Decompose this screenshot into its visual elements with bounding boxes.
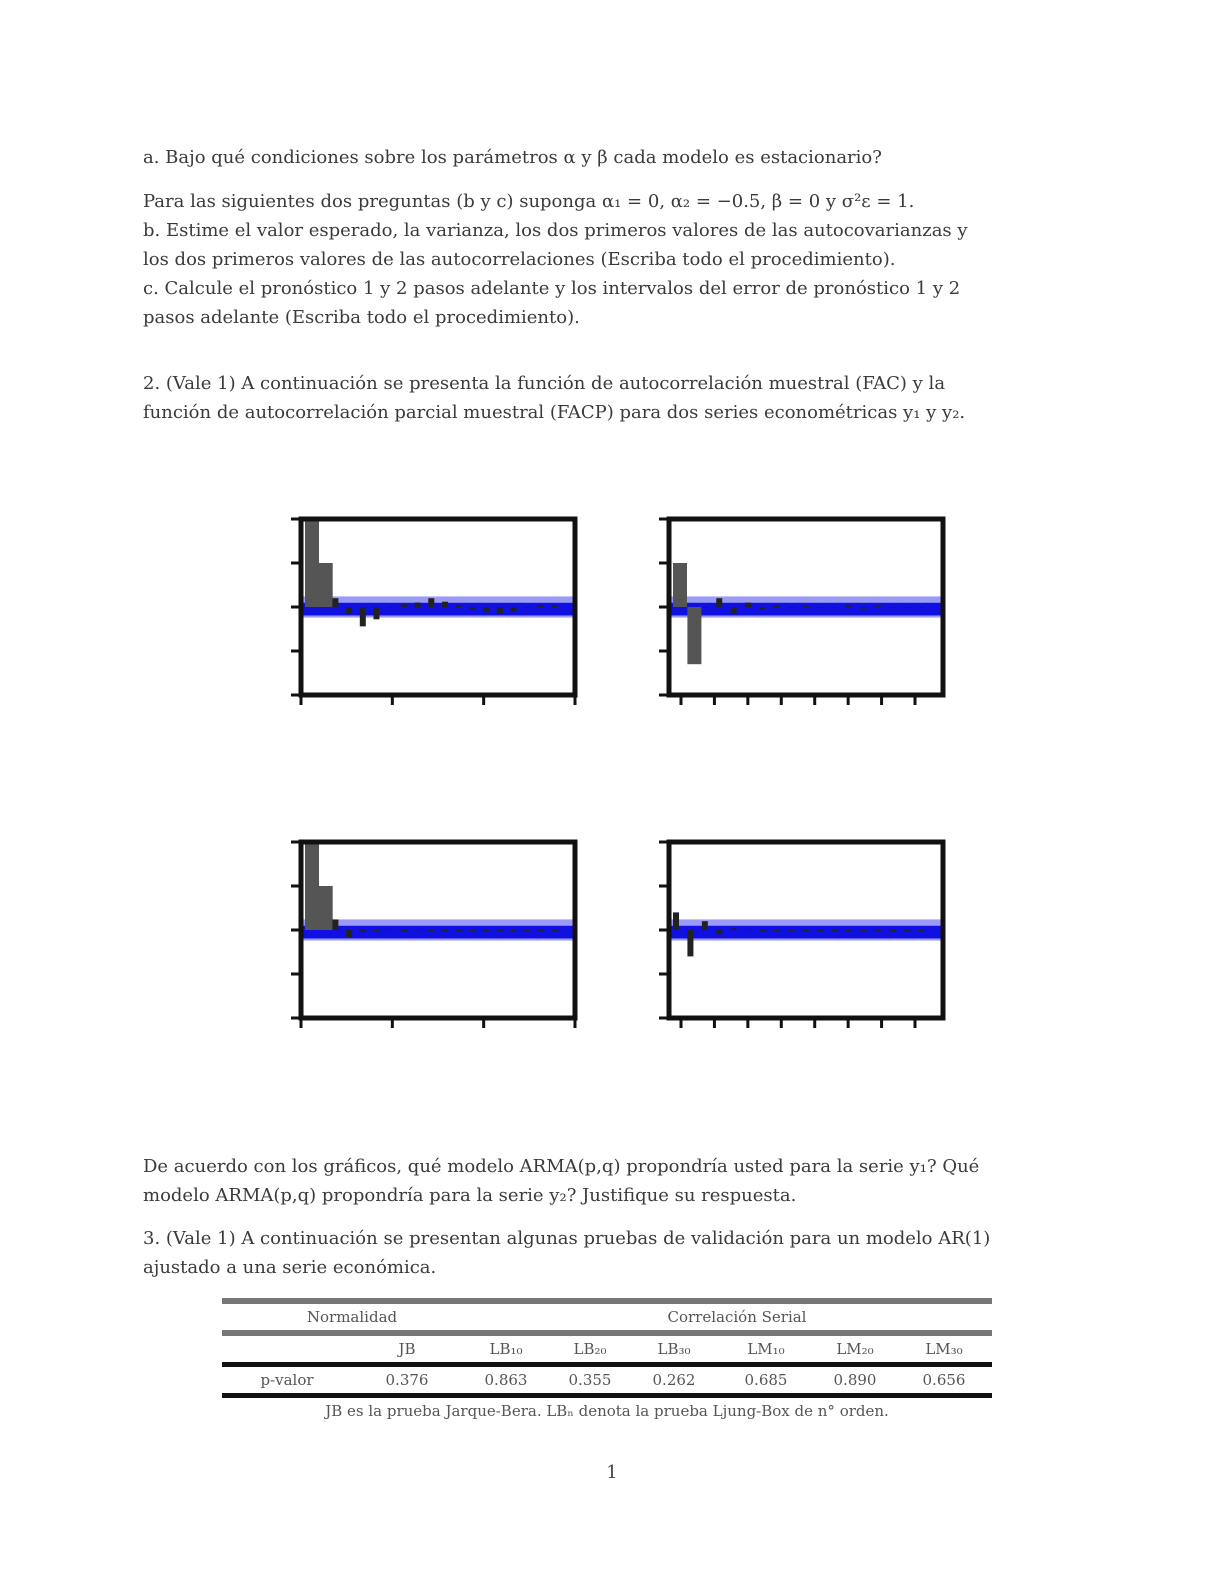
pacf-plot-y1 [651, 507, 971, 737]
confidence-band-core [669, 603, 943, 616]
correlation-bar [552, 930, 558, 931]
intro-line: c. Calcule el pronóstico 1 y 2 pasos adelante y los intervalos del error de pronóstico 1 y 2 [143, 278, 961, 299]
correlation-bar [788, 930, 794, 931]
correlation-bar [360, 930, 366, 932]
intro-line: b. Estime el valor esperado, la varianza, los dos primeros valores de las autocovarianzas y [143, 220, 968, 241]
cell: 0.376 [385, 1371, 429, 1389]
table-row [222, 1367, 992, 1393]
correlation-bar [497, 930, 503, 931]
correlation-bar [716, 930, 722, 934]
col-header: JB [398, 1340, 416, 1358]
correlation-bar [469, 930, 475, 931]
group-serial-correlation: Correlación Serial [667, 1308, 807, 1326]
correlation-bar [483, 930, 489, 931]
question-2-line: 2. (Vale 1) A continuación se presenta la función de autocorrelación muestral (FAC) y la [143, 373, 946, 394]
table-column-header [222, 1336, 992, 1362]
intro-line: pasos adelante (Escriba todo el procedimiento). [143, 307, 580, 328]
correlation-bar [860, 607, 866, 609]
correlation-bar [497, 607, 503, 614]
correlation-bar [846, 930, 852, 931]
correlation-bar [428, 930, 434, 931]
question-a-text: a. Bajo qué condiciones sobre los parámetros α y β cada modelo es estacionario? [143, 147, 882, 168]
correlation-bar [860, 930, 866, 931]
correlation-bar [511, 607, 517, 611]
question-a [143, 143, 1073, 172]
confidence-band-core [301, 603, 575, 616]
correlation-bar [745, 929, 751, 930]
correlation-bar [832, 930, 838, 931]
correlation-bar [538, 930, 544, 931]
correlation-bar [401, 604, 407, 607]
correlation-bar [832, 607, 838, 608]
acf-plot-y2 [283, 830, 603, 1060]
validation-table [222, 1298, 992, 1420]
correlation-bar [846, 605, 852, 607]
correlation-bar [731, 928, 737, 930]
correlation-bar [305, 842, 319, 930]
row-label: p-valor [260, 1371, 314, 1389]
confidence-band-core [301, 926, 575, 939]
question-3-line: 3. (Vale 1) A continuación se presentan algunas pruebas de validación para un modelo AR(1) [143, 1228, 991, 1249]
correlation-bar [760, 930, 766, 931]
intro-line: Para las siguientes dos preguntas (b y c) suponga α₁ = 0, α₂ = −0.5, β = 0 y σ²ε = 1. [143, 191, 915, 212]
acf-plot-y2-svg [283, 830, 603, 1060]
pacf-plot-y2-svg [651, 830, 971, 1060]
correlation-bar [687, 607, 701, 664]
col-header: LB₃₀ [657, 1340, 691, 1358]
after-plots-line: modelo ARMA(p,q) propondría para la serie y₂? Justifique su respuesta. [143, 1185, 797, 1206]
confidence-band-core [669, 926, 943, 939]
correlation-bar [346, 607, 352, 614]
correlation-bar [731, 607, 737, 614]
correlation-bar [442, 930, 448, 931]
correlation-bar [374, 930, 380, 931]
correlation-bar [483, 607, 489, 612]
question-2-line: función de autocorrelación parcial muestral (FACP) para dos series econométricas y₁ y y₂. [143, 402, 966, 423]
table-note: JB es la prueba Jarque-Bera. LBₙ denota la prueba Ljung-Box de n° orden. [325, 1402, 889, 1420]
correlation-bar [469, 607, 475, 610]
correlation-bar [918, 607, 924, 608]
col-header: LM₂₀ [836, 1340, 874, 1358]
correlation-bar [716, 598, 722, 607]
correlation-bar [360, 607, 366, 626]
table-bottom-rule [222, 1393, 992, 1398]
correlation-bar [442, 602, 448, 607]
correlation-bar [319, 886, 333, 930]
correlation-bar [401, 930, 407, 931]
col-header: LM₃₀ [925, 1340, 963, 1358]
correlation-bar [524, 930, 530, 931]
correlation-bar [817, 607, 823, 608]
question-3-line: ajustado a una serie económica. [143, 1257, 437, 1278]
correlation-bar [346, 930, 352, 937]
correlation-bar [332, 598, 338, 607]
correlation-bar [428, 598, 434, 607]
correlation-bar [803, 930, 809, 931]
correlation-bar [875, 606, 881, 607]
correlation-bar [687, 930, 693, 956]
correlation-bar [760, 607, 766, 610]
question-3 [143, 1224, 1073, 1282]
correlation-bar [774, 930, 780, 931]
correlation-bar [889, 607, 895, 608]
correlation-bar [415, 929, 421, 930]
acf-plot-y1-svg [283, 507, 603, 737]
cell: 0.656 [922, 1371, 966, 1389]
correlation-bar [524, 607, 530, 608]
after-plots-paragraph [143, 1152, 1073, 1210]
correlation-bar [511, 930, 517, 931]
correlation-bar [788, 607, 794, 608]
correlation-bar [817, 930, 823, 931]
correlation-bar [456, 605, 462, 607]
pacf-plot-y2 [651, 830, 971, 1060]
question-2 [143, 369, 1073, 427]
intro-paragraph [143, 187, 1073, 332]
correlation-bar [702, 921, 708, 930]
pacf-plot-y1-svg [651, 507, 971, 737]
cell: 0.355 [568, 1371, 612, 1389]
col-header: LM₁₀ [747, 1340, 785, 1358]
col-header: LB₂₀ [573, 1340, 607, 1358]
cell: 0.890 [833, 1371, 877, 1389]
intro-line: los dos primeros valores de las autocorrelaciones (Escriba todo el procedimiento). [143, 249, 896, 270]
correlation-bar [552, 605, 558, 607]
cell: 0.685 [744, 1371, 788, 1389]
correlation-bar [305, 519, 319, 607]
correlation-bar [702, 607, 708, 608]
group-normality: Normalidad [306, 1308, 398, 1326]
correlation-bar [387, 607, 393, 608]
correlation-bar [745, 603, 751, 607]
col-header: LB₁₀ [489, 1340, 523, 1358]
acf-plot-y1 [283, 507, 603, 737]
correlation-bar [415, 603, 421, 607]
table-group-header [222, 1304, 992, 1330]
correlation-bar [918, 930, 924, 931]
correlation-bar [774, 605, 780, 607]
correlation-bar [332, 919, 338, 930]
correlation-bar [387, 929, 393, 930]
after-plots-line: De acuerdo con los gráficos, qué modelo ARMA(p,q) propondría usted para la serie y₁? Qué [143, 1156, 980, 1177]
correlation-bar [374, 607, 380, 619]
correlation-bar [538, 605, 544, 607]
cell: 0.863 [484, 1371, 528, 1389]
correlation-bar [673, 563, 687, 607]
cell: 0.262 [652, 1371, 696, 1389]
correlation-bar [319, 563, 333, 607]
correlation-bar [875, 930, 881, 931]
correlation-bar [456, 930, 462, 931]
correlation-bar [904, 930, 910, 931]
correlation-bar [803, 606, 809, 607]
correlation-bar [673, 912, 679, 930]
page-number: 1 [606, 1462, 618, 1483]
correlation-bar [904, 607, 910, 608]
correlation-bar [889, 930, 895, 931]
